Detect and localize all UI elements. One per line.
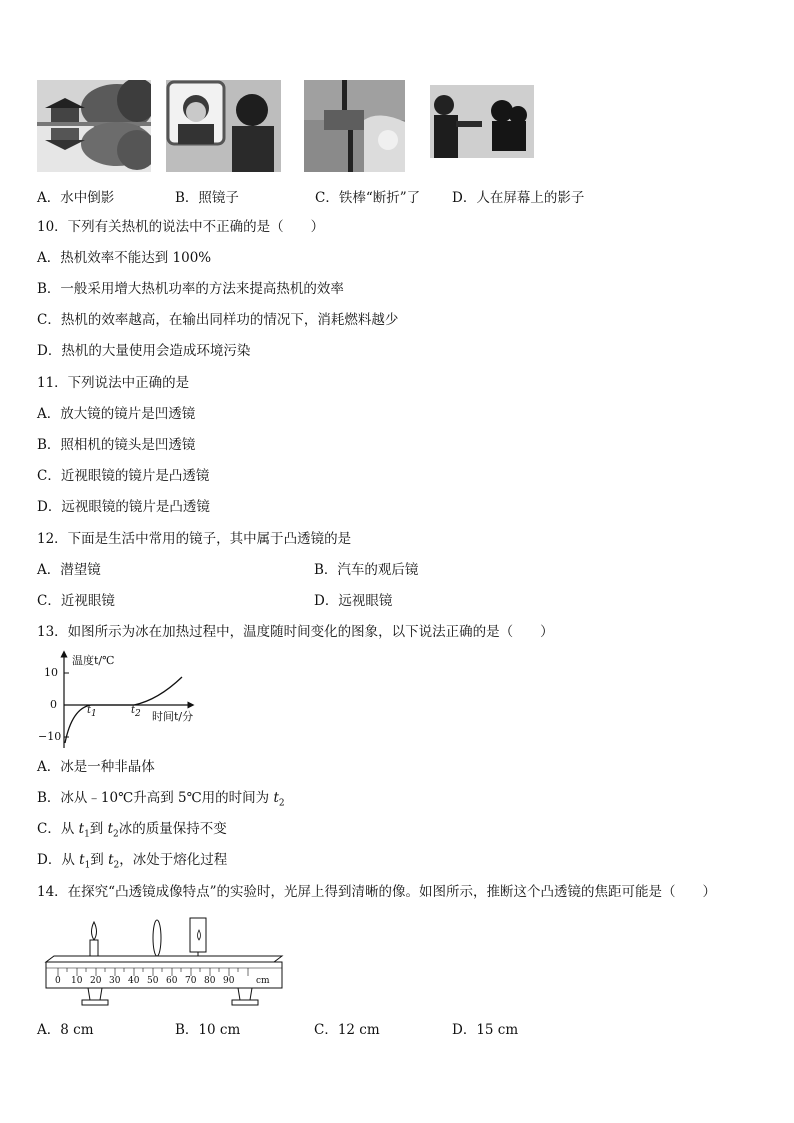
graph-y-label: 温度t/℃ <box>72 654 115 667</box>
tick-label-70: 70 <box>185 976 197 986</box>
rod-in-water-photo <box>304 80 405 172</box>
tick-label-50: 50 <box>147 976 159 986</box>
tick-label-30: 30 <box>109 976 121 986</box>
q9-option-b: B．照镜子 <box>175 190 239 206</box>
q14-option-d: D．15 cm <box>452 1022 519 1038</box>
q10-stem: 10．下列有关热机的说法中不正确的是（ ） <box>37 219 325 235</box>
q12-option-c: C．近视眼镜 <box>37 593 115 609</box>
graph-t1-label: $t_1$ <box>87 705 97 719</box>
q11-option-a: A．放大镜的镜片是凹透镜 <box>37 406 196 422</box>
q10-option-d: D．热机的大量使用会造成环境污染 <box>37 343 251 359</box>
tick-label-40: 40 <box>128 976 140 986</box>
graph-tick-0: 0 <box>50 698 57 711</box>
q13-stem: 13．如图所示为冰在加热过程中，温度随时间变化的图象，以下说法正确的是（ ） <box>37 624 554 640</box>
shadow-screen-photo <box>430 85 534 158</box>
bench-leg-right <box>238 988 252 1000</box>
q12-option-b: B．汽车的观后镜 <box>314 562 419 578</box>
tick-label-90: 90 <box>223 976 235 986</box>
q13-option-a: A．冰是一种非晶体 <box>37 759 155 775</box>
candle-flame <box>92 922 97 940</box>
convex-lens <box>153 920 161 956</box>
temperature-time-graph <box>36 650 206 750</box>
q11-option-b: B．照相机的镜头是凹透镜 <box>37 437 196 453</box>
q9-option-d: D．人在屏幕上的影子 <box>452 190 585 206</box>
q9-option-c: C．铁棒“断折”了 <box>315 190 421 206</box>
q14-option-c: C．12 cm <box>314 1022 380 1038</box>
q10-option-b: B．一般采用增大热机功率的方法来提高热机的效率 <box>37 281 344 297</box>
tick-label-20: 20 <box>90 976 102 986</box>
q14-option-a: A．8 cm <box>37 1022 94 1038</box>
optical-bench-figure <box>42 910 292 1010</box>
q13-option-b: B．冰从﹣10℃升高到 5℃用的时间为 $t_2$ <box>37 790 285 809</box>
candle <box>90 940 98 958</box>
q13-option-d: D．从 $t_1$到 $t_2$，冰处于熔化过程 <box>37 852 228 871</box>
tick-label-80: 80 <box>204 976 216 986</box>
tick-label-60: 60 <box>166 976 178 986</box>
q12-option-a: A．潜望镜 <box>37 562 101 578</box>
graph-tick-10: 10 <box>44 666 58 679</box>
bench-leg-left <box>88 988 102 1000</box>
q12-option-d: D．远视眼镜 <box>314 593 393 609</box>
tick-label-0: 0 <box>55 976 61 986</box>
boy-mirror-photo <box>166 80 281 172</box>
pavilion-reflection-photo <box>37 80 151 172</box>
tick-label-10: 10 <box>71 976 83 986</box>
graph-x-label: 时间t/分 <box>152 710 194 723</box>
graph-t2-label: $t_2$ <box>131 705 141 719</box>
q12-stem: 12．下面是生活中常用的镜子，其中属于凸透镜的是 <box>37 531 352 547</box>
tick-label-unit: cm <box>256 976 270 986</box>
q10-option-c: C．热机的效率越高，在输出同样功的情况下，消耗燃料越少 <box>37 312 399 328</box>
q14-stem: 14．在探究“凸透镜成像特点”的实验时，光屏上得到清晰的像。如图所示，推断这个凸透镜的焦距可能是（ ） <box>37 884 716 900</box>
q14-option-b: B．10 cm <box>175 1022 241 1038</box>
q11-option-c: C．近视眼镜的镜片是凸透镜 <box>37 468 210 484</box>
q11-option-d: D．远视眼镜的镜片是凸透镜 <box>37 499 210 515</box>
q11-stem: 11．下列说法中正确的是 <box>37 375 190 391</box>
q10-option-a: A．热机效率不能达到 100% <box>37 250 212 266</box>
q9-option-a: A．水中倒影 <box>37 190 115 206</box>
graph-tick-neg10: −10 <box>38 730 62 743</box>
q13-option-c: C．从 $t_1$到 $t_2$冰的质量保持不变 <box>37 821 227 840</box>
